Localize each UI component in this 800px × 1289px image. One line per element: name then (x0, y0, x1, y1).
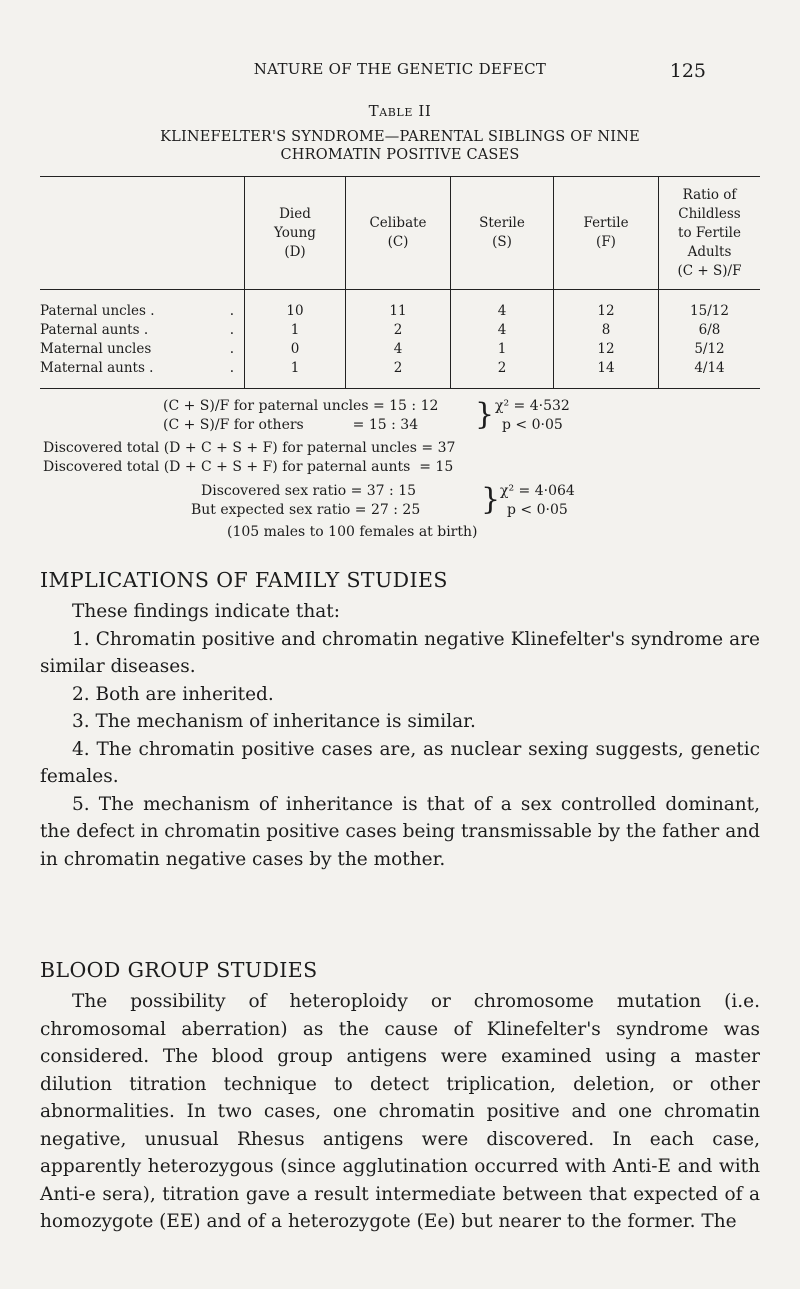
cell: 2 (346, 321, 451, 340)
cell: 15/12 (659, 290, 761, 322)
row-label-text: Paternal uncles . (40, 303, 155, 319)
stat-line-2: (C + S)/F for others = 15 : 34 (163, 417, 419, 433)
table-row (40, 340, 760, 359)
row-label-text: Paternal aunts . (40, 322, 149, 338)
p-value-1: p < 0·05 (502, 417, 563, 433)
cell: 12 (554, 340, 659, 359)
stat-line-5: Discovered sex ratio = 37 : 15 (201, 483, 417, 499)
col-text: to Fertile (678, 224, 741, 241)
statistics-block (40, 398, 760, 548)
col-text: (D) (284, 243, 306, 260)
col-text: Ratio of (682, 186, 737, 203)
cell: 10 (245, 290, 346, 322)
implications-text (40, 598, 760, 873)
table-header-row (40, 177, 760, 290)
section-heading-blood-group: BLOOD GROUP STUDIES (40, 958, 318, 982)
cell: 14 (554, 359, 659, 389)
list-item: 2. Both are inherited. (72, 683, 274, 705)
cell: 6/8 (659, 321, 761, 340)
col-header-celibate (346, 177, 451, 290)
list-item: 5. The mechanism of inheritance is that of a sex controlled dominant, the defect in chromatin positive cases being transmissable by the father and in chromatin negative cases by the mother. (40, 793, 760, 870)
table-row (40, 359, 760, 389)
row-label (40, 340, 245, 359)
cell: 2 (346, 359, 451, 389)
table-title-line-2: CHROMATIN POSITIVE CASES (280, 147, 520, 163)
leader-dot: . (229, 322, 234, 338)
col-text: (F) (596, 234, 616, 250)
leader-dot: . (229, 303, 234, 319)
col-text: (S) (492, 234, 512, 250)
col-text: Childless (678, 205, 741, 222)
col-text: (C + S)/F (677, 262, 742, 279)
stat-line-7: (105 males to 100 females at birth) (227, 524, 478, 540)
col-text: (C) (387, 234, 409, 250)
paragraph: The possibility of heteroploidy or chromosome mutation (i.e. chromosomal aberration) as the cause of Klinefelter's syndrome was considered. The blood group antigens were examined using a master dilution titration technique to detect triplication, deletion, or other abnormalities. In two cases, one chromatin positive and one chromatin negative, unusual Rhesus antigens were discovered. In each case, apparently heterozygous (since agglutination occurred with Anti-E and with Anti-e sera), titration gave a result intermediate between that expected of a homozygote (EE) and of a heterozygote (Ee) but nearer to the former. The (40, 991, 760, 1232)
cell: 4/14 (659, 359, 761, 389)
table-label: Table II (368, 102, 432, 120)
col-header-fertile (554, 177, 659, 290)
row-label (40, 321, 245, 340)
list-item: 1. Chromatin positive and chromatin negative Klinefelter's syndrome are similar diseases. (40, 628, 760, 677)
table-row (40, 290, 760, 322)
col-text: Young (274, 224, 316, 241)
row-label (40, 359, 245, 389)
row-label (40, 290, 245, 322)
col-text: Fertile (583, 215, 629, 231)
stat-line-6: But expected sex ratio = 27 : 25 (191, 502, 421, 518)
cell: 2 (451, 359, 554, 389)
stat-line-3: Discovered total (D + C + S + F) for paternal uncles = 37 (43, 440, 456, 456)
chi-square-2: χ² = 4·064 (500, 483, 575, 499)
blood-group-text (40, 988, 760, 1236)
list-item: 3. The mechanism of inheritance is similar. (72, 711, 476, 732)
list-item: 4. The chromatin positive cases are, as nuclear sexing suggests, genetic females. (40, 738, 760, 787)
table-title-line-1: KLINEFELTER'S SYNDROME—PARENTAL SIBLINGS OF NINE (160, 129, 640, 145)
row-header-cell (40, 177, 245, 290)
running-header: NATURE OF THE GENETIC DEFECT (253, 60, 547, 78)
col-text: Adults (687, 243, 732, 260)
cell: 11 (346, 290, 451, 322)
cell: 0 (245, 340, 346, 359)
row-label-text: Maternal aunts . (40, 360, 154, 376)
leader-dot: . (229, 341, 234, 357)
section-heading-implications: IMPLICATIONS OF FAMILY STUDIES (40, 568, 448, 592)
brace: } (481, 482, 501, 517)
leader-dot: . (229, 360, 234, 376)
page-number: 125 (669, 60, 706, 82)
col-text: Sterile (479, 215, 525, 231)
cell: 12 (554, 290, 659, 322)
col-header-died-young (245, 177, 346, 290)
siblings-table (40, 176, 760, 389)
col-text: Celibate (369, 215, 427, 231)
p-value-2: p < 0·05 (507, 502, 568, 518)
cell: 5/12 (659, 340, 761, 359)
cell: 4 (346, 340, 451, 359)
col-header-ratio (659, 177, 761, 290)
table-title (40, 128, 760, 164)
cell: 4 (451, 321, 554, 340)
cell: 1 (451, 340, 554, 359)
stat-line-1: (C + S)/F for paternal uncles = 15 : 12 (163, 398, 439, 414)
cell: 1 (245, 321, 346, 340)
cell: 8 (554, 321, 659, 340)
chi-square-1: χ² = 4·532 (495, 398, 570, 414)
row-label-text: Maternal uncles (40, 341, 152, 357)
brace: } (475, 397, 495, 432)
col-text: Died (279, 205, 311, 222)
paragraph: These findings indicate that: (72, 601, 340, 622)
table-row (40, 321, 760, 340)
col-header-sterile (451, 177, 554, 290)
stat-line-4: Discovered total (D + C + S + F) for paternal aunts = 15 (43, 459, 454, 475)
cell: 1 (245, 359, 346, 389)
cell: 4 (451, 290, 554, 322)
